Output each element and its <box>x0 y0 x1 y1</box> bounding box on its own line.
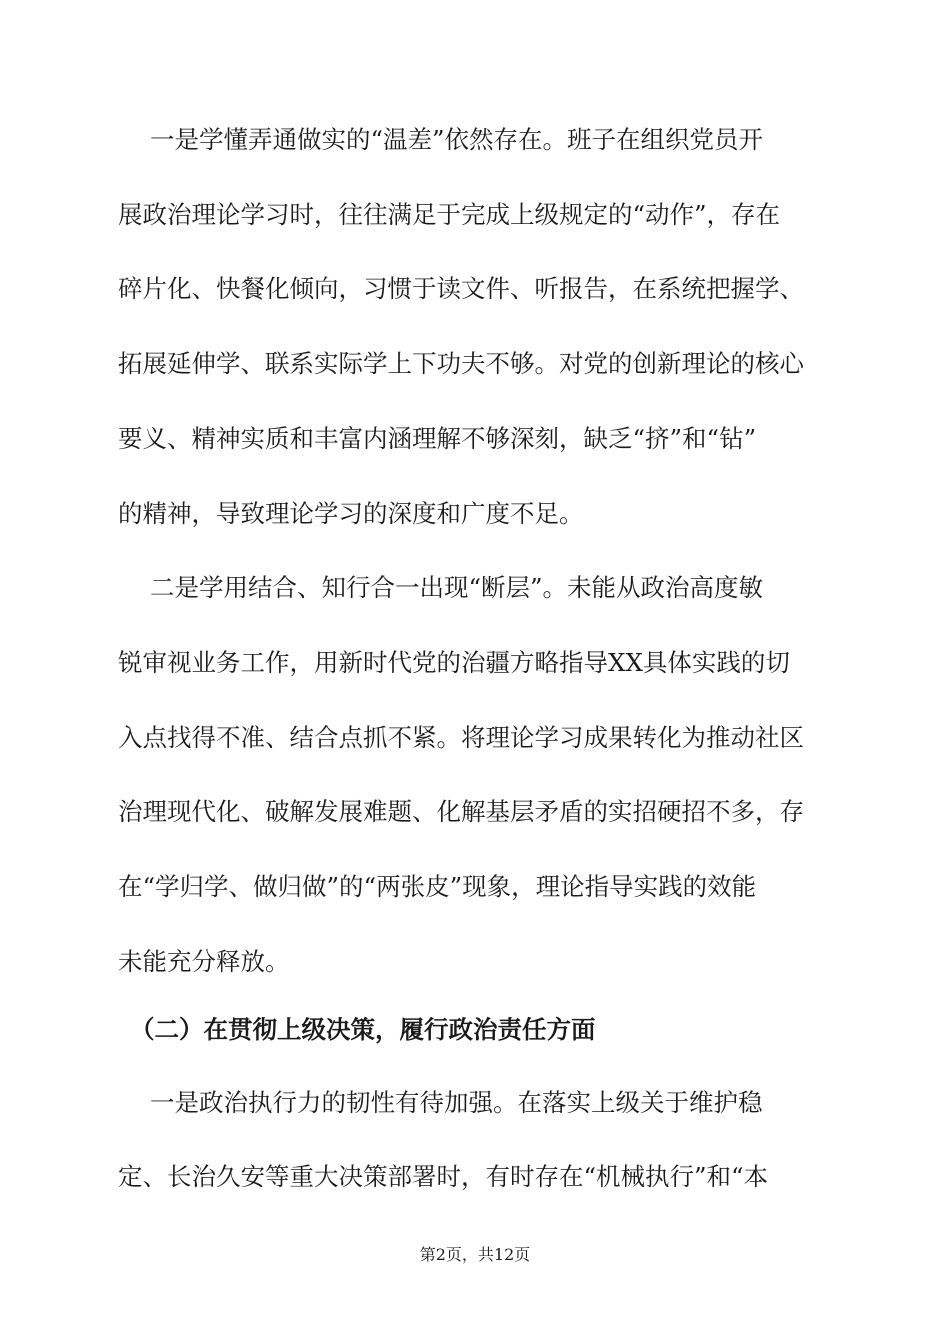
text-line: 治理现代化、破解发展难题、化解基层矛盾的实招硬招不多，存 <box>118 797 804 826</box>
text-line: 二是学用结合、知行合一出现“断层”。未能从政治高度敏 <box>150 573 764 602</box>
text-line: 的精神，导致理论学习的深度和广度不足。 <box>118 499 584 528</box>
text-line: 一是政治执行力的韧性有待加强。在落实上级关于维护稳 <box>150 1088 763 1117</box>
text-line: 展政治理论学习时，往往满足于完成上级规定的“动作”，存在 <box>118 200 781 229</box>
text-line: 定、长治久安等重大决策部署时，有时存在“机械执行”和“本 <box>118 1162 769 1191</box>
text-line: 在“学归学、做归做”的“两张皮”现象，理论指导实践的效能 <box>118 872 757 901</box>
text-line: 碎片化、快餐化倾向，习惯于读文件、听报告，在系统把握学、 <box>118 274 804 303</box>
text-line: 拓展延伸学、联系实际学上下功夫不够。对党的创新理论的核心 <box>118 349 804 378</box>
text-line: 一是学懂弄通做实的“温差”依然存在。班子在组织党员开 <box>150 125 764 154</box>
section-heading: （二）在贯彻上级决策，履行政治责任方面 <box>130 1015 596 1044</box>
page-number-footer: 第2页，共12页 <box>419 1245 531 1264</box>
text-line: 锐审视业务工作，用新时代党的治疆方略指导XX具体实践的切 <box>118 648 790 677</box>
text-line: 入点找得不准、结合点抓不紧。将理论学习成果转化为推动社区 <box>118 723 804 752</box>
text-line: 未能充分释放。 <box>118 947 290 976</box>
text-line: 要义、精神实质和丰富内涵理解不够深刻，缺乏“挤”和“钻” <box>118 424 757 453</box>
